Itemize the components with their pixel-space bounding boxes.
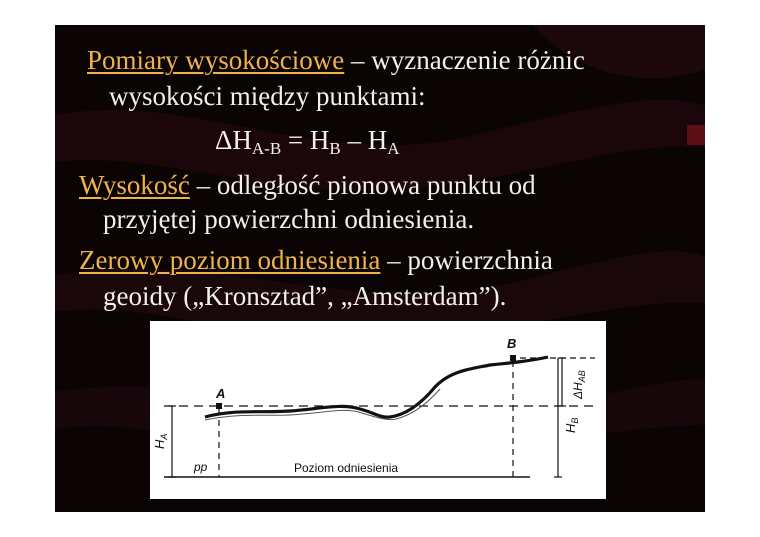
item1-text1: – wyznaczenie różnic [344, 45, 585, 75]
item2-text1: – odległość pionowa punktu od [189, 170, 536, 200]
label-reference-level: Poziom odniesienia [294, 461, 399, 475]
label-dhab: $\Delta H_{AB}$ [571, 370, 587, 399]
slide [55, 25, 705, 512]
item1-line2: wysokości między punktami: [109, 81, 426, 111]
term-wysokosc: Wysokość [79, 170, 190, 200]
item1-line1 [87, 47, 585, 74]
height-diagram [150, 321, 606, 499]
point-b-label: B [507, 336, 517, 351]
point-b-marker [510, 355, 516, 361]
formula: $\Delta H_{A-B} = H_B - H_A$ [215, 125, 400, 158]
label-pp: pp [194, 460, 208, 474]
item3-line1 [79, 247, 553, 274]
terrain-profile [205, 357, 548, 417]
point-a-marker [216, 403, 222, 409]
item2-line2: przyjętej powierzchni odniesienia. [103, 204, 475, 234]
point-a-label: A [216, 386, 226, 401]
terrain-shadow [205, 389, 440, 420]
height-diagram-svg [150, 321, 606, 499]
item3-text1: – powierzchnia [380, 245, 553, 275]
term-pomiary: Pomiary wysokościowe [87, 45, 345, 75]
label-hb: $H_B$ [563, 417, 580, 433]
item2-line1 [79, 172, 536, 199]
term-zerowy-poziom: Zerowy poziom odniesienia [79, 245, 381, 275]
label-ha: $H_A$ [152, 433, 169, 449]
item3-line2: geoidy („Kronsztad”, „Amsterdam”). [103, 281, 507, 311]
